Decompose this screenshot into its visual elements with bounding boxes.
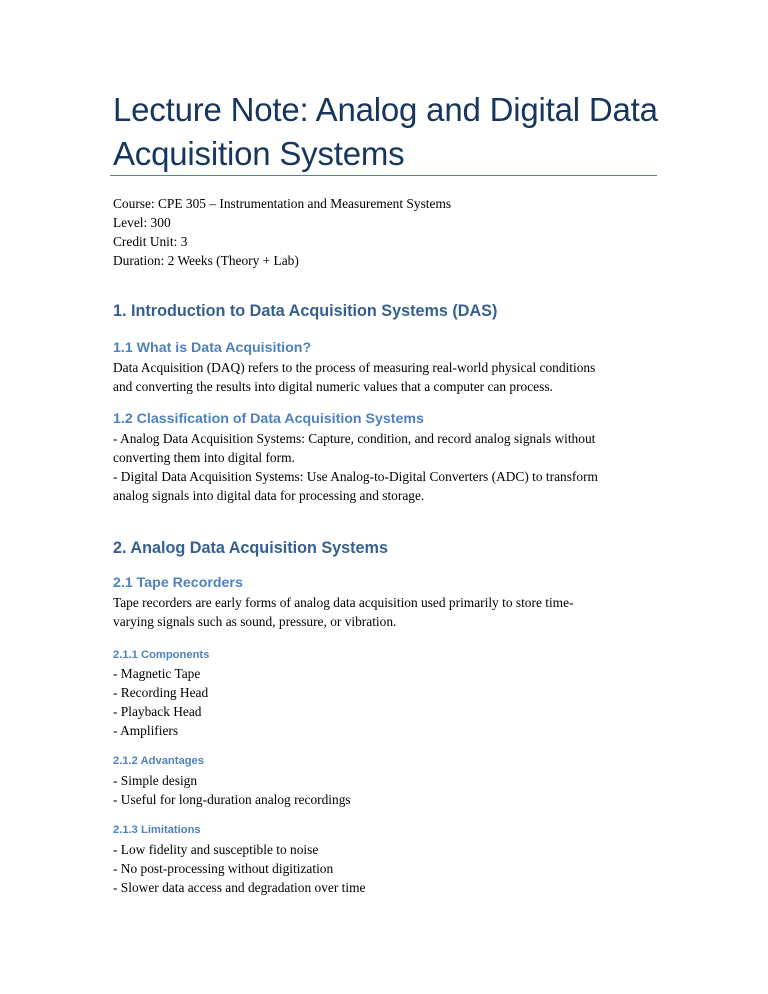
credit-unit-line: Credit Unit: 3 bbox=[113, 234, 188, 249]
paragraph-line: and converting the results into digital numeric values that a computer can process. bbox=[113, 379, 553, 394]
advantages-list bbox=[113, 771, 658, 809]
paragraph-line: - Digital Data Acquisition Systems: Use Analog-to-Digital Converters (ADC) to transform bbox=[113, 469, 598, 484]
section-1-2-heading: 1.2 Classification of Data Acquisition Systems bbox=[113, 411, 424, 427]
section-2-1-3-heading: 2.1.3 Limitations bbox=[113, 824, 201, 836]
paragraph-line: Data Acquisition (DAQ) refers to the process of measuring real-world physical conditions bbox=[113, 360, 596, 375]
section-2-heading: 2. Analog Data Acquisition Systems bbox=[113, 539, 388, 557]
list-item: - Useful for long-duration analog recordings bbox=[113, 792, 351, 807]
list-item: - Slower data access and degradation over time bbox=[113, 880, 366, 895]
list-item: - No post-processing without digitization bbox=[113, 861, 334, 876]
list-item: - Amplifiers bbox=[113, 723, 179, 738]
course-meta bbox=[113, 194, 451, 270]
limitations-list bbox=[113, 840, 658, 897]
section-2-1-heading: 2.1 Tape Recorders bbox=[113, 575, 243, 591]
section-2-1-1-heading: 2.1.1 Components bbox=[113, 649, 210, 661]
section-1-1-paragraph bbox=[113, 358, 658, 396]
title-divider bbox=[110, 175, 657, 176]
section-1-2-paragraph bbox=[113, 429, 658, 505]
duration-line: Duration: 2 Weeks (Theory + Lab) bbox=[113, 253, 299, 268]
list-item: - Recording Head bbox=[113, 685, 209, 700]
paragraph-line: analog signals into digital data for processing and storage. bbox=[113, 488, 425, 503]
section-1-heading: 1. Introduction to Data Acquisition Systems (DAS) bbox=[113, 302, 498, 320]
paragraph-line: Tape recorders are early forms of analog data acquisition used primarily to store time- bbox=[113, 595, 574, 610]
list-item: - Magnetic Tape bbox=[113, 666, 201, 681]
document-title: Lecture Note: Analog and Digital Data Acquisition Systems bbox=[113, 91, 658, 172]
list-item: - Simple design bbox=[113, 773, 198, 788]
paragraph-line: converting them into digital form. bbox=[113, 450, 295, 465]
section-2-1-2-heading: 2.1.2 Advantages bbox=[113, 755, 204, 767]
list-item: - Playback Head bbox=[113, 704, 202, 719]
section-2-1-paragraph bbox=[113, 593, 658, 631]
course-line: Course: CPE 305 – Instrumentation and Measurement Systems bbox=[113, 196, 452, 211]
components-list bbox=[113, 664, 658, 740]
paragraph-line: - Analog Data Acquisition Systems: Capture, condition, and record analog signals without bbox=[113, 431, 596, 446]
paragraph-line: varying signals such as sound, pressure, or vibration. bbox=[113, 614, 397, 629]
list-item: - Low fidelity and susceptible to noise bbox=[113, 842, 319, 857]
level-line: Level: 300 bbox=[113, 215, 171, 230]
section-1-1-heading: 1.1 What is Data Acquisition? bbox=[113, 340, 312, 356]
